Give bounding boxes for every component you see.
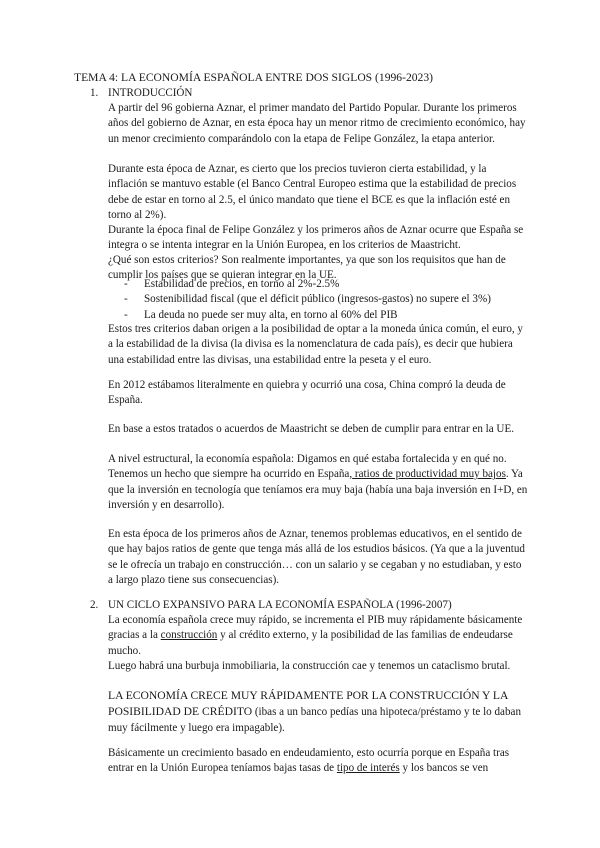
list-item: - Estabilidad de precios, en torno al 2%-2.5%: [124, 277, 524, 292]
section-2-paragraph-3: [108, 688, 528, 736]
list-item-text: Sostenibilidad fiscal (que el déficit público (ingresos-gastos) no supere el 3%): [144, 293, 491, 306]
section-1-title: INTRODUCCIÓN: [108, 87, 193, 99]
uppercase-statement: LA ECONOMÍA CRECE MUY RÁPIDAMENTE POR LA CONSTRUCCIÓN Y LA POSIBILIDAD DE CRÉDITO: [108, 689, 508, 719]
section-2-paragraph-4: [108, 746, 528, 777]
paragraph-segment: . Ya que la inversión en tecnología que teníamos era muy baja (había una baja inversión en I+D, en inversión y en desarrollo).: [108, 468, 528, 512]
paragraph-text: [108, 746, 528, 777]
paragraph-segment: Básicamente un crecimiento basado en endeudamiento, esto ocurría porque en España tras entrar en la Unión Europea teníamos bajas tasas de: [108, 747, 510, 775]
paragraph-text: En 2012 estábamos literalmente en quiebra y ocurrió una cosa, China compró la deuda de España.: [108, 379, 506, 407]
section-1-paragraph-8: [108, 452, 528, 514]
list-item: - Sostenibilidad fiscal (que el déficit público (ingresos-gastos) no supere el 3%): [124, 292, 524, 307]
paragraph-text: Durante esta época de Aznar, es cierto que los precios tuvieron cierta estabilidad, y la inflación se mantuvo estable (el Banco Central Europeo estima que la estabilidad de precios debe de estar en torno al 2.5, el único mandato que tiene el BCE es que la inflación esté en torno al 2%).: [108, 163, 517, 222]
section-1-paragraph-3: [108, 223, 528, 254]
section-1-paragraph-7: [108, 422, 528, 437]
section-2-title: UN CICLO EXPANSIVO PARA LA ECONOMÍA ESPAÑOLA (1996-2007): [108, 599, 452, 611]
section-2-paragraph-2: [108, 659, 528, 674]
paragraph-text: [108, 452, 528, 514]
paragraph-text: En base a estos tratados o acuerdos de Maastricht se deben de cumplir para entrar en la UE.: [108, 423, 514, 435]
list-item-text: Estabilidad de precios, en torno al 2%-2.5%: [144, 278, 340, 290]
paragraph-segment: y al crédito externo, y la posibilidad de las familias de endeudarse mucho.: [108, 629, 513, 657]
maastricht-criteria-list: [124, 277, 524, 323]
underlined-phrase: ratios de productividad muy bajos: [352, 468, 506, 481]
paragraph-text: En esta época de los primeros años de Aznar, tenemos problemas educativos, en el sentido de que hay bajos ratios de gente que tenga más allá de los estudios básicos. (Ya que a la juventud se le ofrecía un trabajo en construcción… con un salario y se cegaban y no estudiaban, y esto a largo plazo tiene sus consecuencias).: [108, 528, 525, 587]
paragraph-segment: A nivel estructural, la economía española: Digamos en qué estaba fortalecida y en qué no. Tenemos un hecho que siempre ha ocurrido en España,: [108, 453, 507, 481]
section-2-number: 2.: [90, 599, 99, 611]
list-item: - La deuda no puede ser muy alta, en torno al 60% del PIB: [124, 308, 524, 323]
section-2-paragraph-1: [108, 613, 528, 659]
paragraph-text: ¿Qué son estos criterios? Son realmente importantes, ya que son los requisitos que han de cumplir los países que se quieran integrar en la UE.: [108, 254, 506, 282]
section-1-paragraph-9: [108, 527, 528, 589]
section-1-paragraph-1: [108, 101, 528, 147]
section-1-heading: [90, 86, 192, 101]
section-2-heading: [90, 598, 452, 613]
paragraph-text: [108, 688, 528, 736]
paragraph-text: Estos tres criterios daban origen a la posibilidad de optar a la moneda única común, el euro, y a la estabilidad de la divisa (la divisa es la nomenclatura de cada país), es decir que hubiera una estabilidad entre las divisas, una estabilidad entre la peseta y el euro.: [108, 323, 523, 366]
paragraph-text: A partir del 96 gobierna Aznar, el primer mandato del Partido Popular. Durante los primeros años del gobierno de Aznar, en esta época hay un menor ritmo de crecimiento económico, hay un menor crecimiento comparándolo con la etapa de Felipe González, la etapa anterior.: [108, 102, 526, 145]
paragraph-text: Durante la época final de Felipe González y los primeros años de Aznar ocurre que España se integra o se intenta integrar en la Unión Europea, en los criterios de Maastricht.: [108, 224, 524, 252]
list-item-text: La deuda no puede ser muy alta, en torno al 60% del PIB: [144, 308, 398, 321]
section-1-paragraph-5: [108, 322, 528, 368]
paragraph-segment: (ibas a un banco pedías una hipoteca/préstamo y te lo daban muy fácilmente y luego era impagable).: [108, 706, 521, 734]
section-1-number: 1.: [90, 87, 99, 99]
underlined-phrase: tipo de interés: [336, 762, 400, 775]
paragraph-segment: La economía española crece muy rápido, se incrementa el PIB muy rápidamente básicamente gracias a la: [108, 614, 523, 642]
section-1-paragraph-6: [108, 378, 528, 409]
paragraph-text: [108, 613, 528, 659]
paragraph-text: Luego habrá una burbuja inmobiliaria, la construcción cae y tenemos un cataclismo brutal.: [108, 660, 511, 672]
section-1-paragraph-2: [108, 162, 528, 224]
document-title: TEMA 4: LA ECONOMÍA ESPAÑOLA ENTRE DOS SIGLOS (1996-2023): [74, 71, 433, 84]
paragraph-segment: y los bancos se ven: [399, 762, 489, 775]
underlined-phrase: construcción: [160, 629, 218, 642]
